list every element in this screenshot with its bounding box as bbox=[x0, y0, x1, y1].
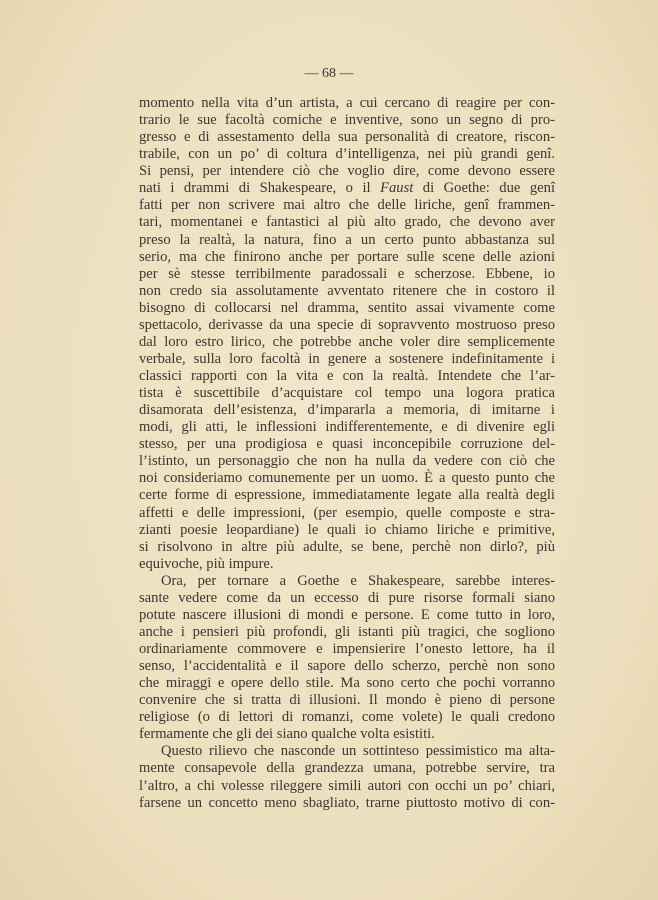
text-line: momento nella vita d’un artista, a cui cercano di reagire per con- bbox=[139, 95, 555, 111]
text-line: religiose (o di lettori di romanzi, come volete) le quali credono bbox=[139, 709, 555, 726]
text-line: farsene un concetto meno sbagliato, trarne piuttosto motivo di con- bbox=[139, 794, 555, 811]
text-line: trario le sue facoltà comiche e inventive, sono un segno di pro- bbox=[139, 112, 555, 129]
text-line: l’altro, a chi volesse rileggere simili autori con occhi un po’ chiari, bbox=[139, 777, 555, 794]
text-line: noi consideriamo comunemente per un uomo. È a questo punto che bbox=[139, 470, 555, 487]
text-line: Ora, per tornare a Goethe e Shakespeare, sarebbe interes- bbox=[161, 572, 555, 589]
text-line: potute nascere illusioni di mondi e persone. E come tutto in loro, bbox=[139, 606, 555, 623]
text-line: tari, momentanei e fantastici al più alto grado, che devono aver bbox=[139, 214, 555, 231]
text-line: non credo sia assolutamente avventato ritenere che in costoro il bbox=[139, 282, 555, 299]
text-line: che miraggi e opere dello stile. Ma sono certo che pochi vorranno bbox=[139, 675, 555, 692]
body-text bbox=[139, 95, 555, 812]
text-line: spettacolo, derivasse da una specie di sopravvento mostruoso preso bbox=[139, 316, 555, 333]
text-line: tista è suscettibile d’acquistare col tempo una logora pratica bbox=[139, 385, 555, 402]
text-line: gresso e di assestamento della sua personalità di creatore, riscon- bbox=[139, 129, 555, 146]
text-line: fermamente che gli dei siano qualche volta esistiti. bbox=[139, 726, 435, 743]
text-line: sante vedere come da un eccesso di pure risorse formali siano bbox=[139, 589, 555, 606]
text-line: per sè stesse terribilmente paradossali e scherzose. Ebbene, io bbox=[139, 265, 555, 282]
text-line: affetti e delle impressioni, (per esempio, quelle composte e stra- bbox=[139, 504, 555, 521]
text-line: stesso, per una prodigiosa e quasi inconcepibile corruzione del- bbox=[139, 436, 555, 453]
title-faust: Faust bbox=[380, 180, 414, 197]
paragraph bbox=[139, 743, 555, 811]
text-line: l’istinto, un personaggio che non ha nulla da vedere con ciò che bbox=[139, 453, 555, 470]
text-line: dal loro estro lirico, che potrebbe anche voler dire semplicemente bbox=[139, 333, 555, 350]
text-line: verbale, sulla loro facoltà in genere a sostenere indefinitamente i bbox=[139, 350, 555, 367]
text-line: preso la realtà, la natura, fino a un certo punto abbastanza sul bbox=[139, 231, 555, 248]
text-line: senso, l’accidentalità e il sapore dello scherzo, perchè non sono bbox=[139, 658, 555, 675]
text-line: fatti per non scrivere mai altro che delle liriche, genî frammen- bbox=[139, 197, 555, 214]
text-line: modi, gli atti, le inflessioni indifferentemente, e di divenire egli bbox=[139, 419, 555, 436]
text-line: mente consapevole della grandezza umana, potrebbe servire, tra bbox=[139, 760, 555, 777]
text-line: certe forme di espressione, immediatamente legate alla realtà degli bbox=[139, 487, 555, 504]
page-number: — 68 — bbox=[304, 66, 354, 81]
text-line: Si pensi, per intendere ciò che voglio dire, come devono essere bbox=[139, 163, 555, 180]
text-line: serio, ma che finirono anche per portare sulle scene delle azioni bbox=[139, 248, 555, 265]
text-line: anche i pensieri più profondi, gli istanti più tragici, che sogliono bbox=[139, 623, 555, 640]
text-line: si risolvono in altre più adulte, se bene, perchè non dirlo?, più bbox=[139, 538, 555, 555]
paragraph bbox=[139, 573, 555, 744]
text-line: zianti poesie leopardiane) le quali io chiamo liriche e primitive, bbox=[139, 521, 555, 538]
text-line: ordinariamente commovere e impensierire l’onesto lettore, ha il bbox=[139, 641, 555, 657]
text-line: nati i drammi di Shakespeare, o il Faust di Goethe: due genî bbox=[139, 180, 555, 197]
text-line: trabile, con un po’ di coltura d’intelligenza, nei più grandi genî. bbox=[139, 146, 555, 163]
text-line: equivoche, più impure. bbox=[139, 555, 274, 572]
text-line: bisogno di collocarsi nel dramma, sentito assai vivamente come bbox=[139, 299, 555, 316]
paragraph bbox=[139, 95, 555, 573]
text-line: Questo rilievo che nasconde un sottinteso pessimistico ma alta- bbox=[161, 743, 555, 760]
text-line: classici rapporti con la vita e con la realtà. Intendete che l’ar- bbox=[139, 368, 555, 384]
text-line: disamorata dell’esistenza, d’impararla a memoria, di imitarne i bbox=[139, 402, 555, 419]
text-line: convenire che si tratta di illusioni. Il mondo è pieno di persone bbox=[139, 692, 555, 709]
